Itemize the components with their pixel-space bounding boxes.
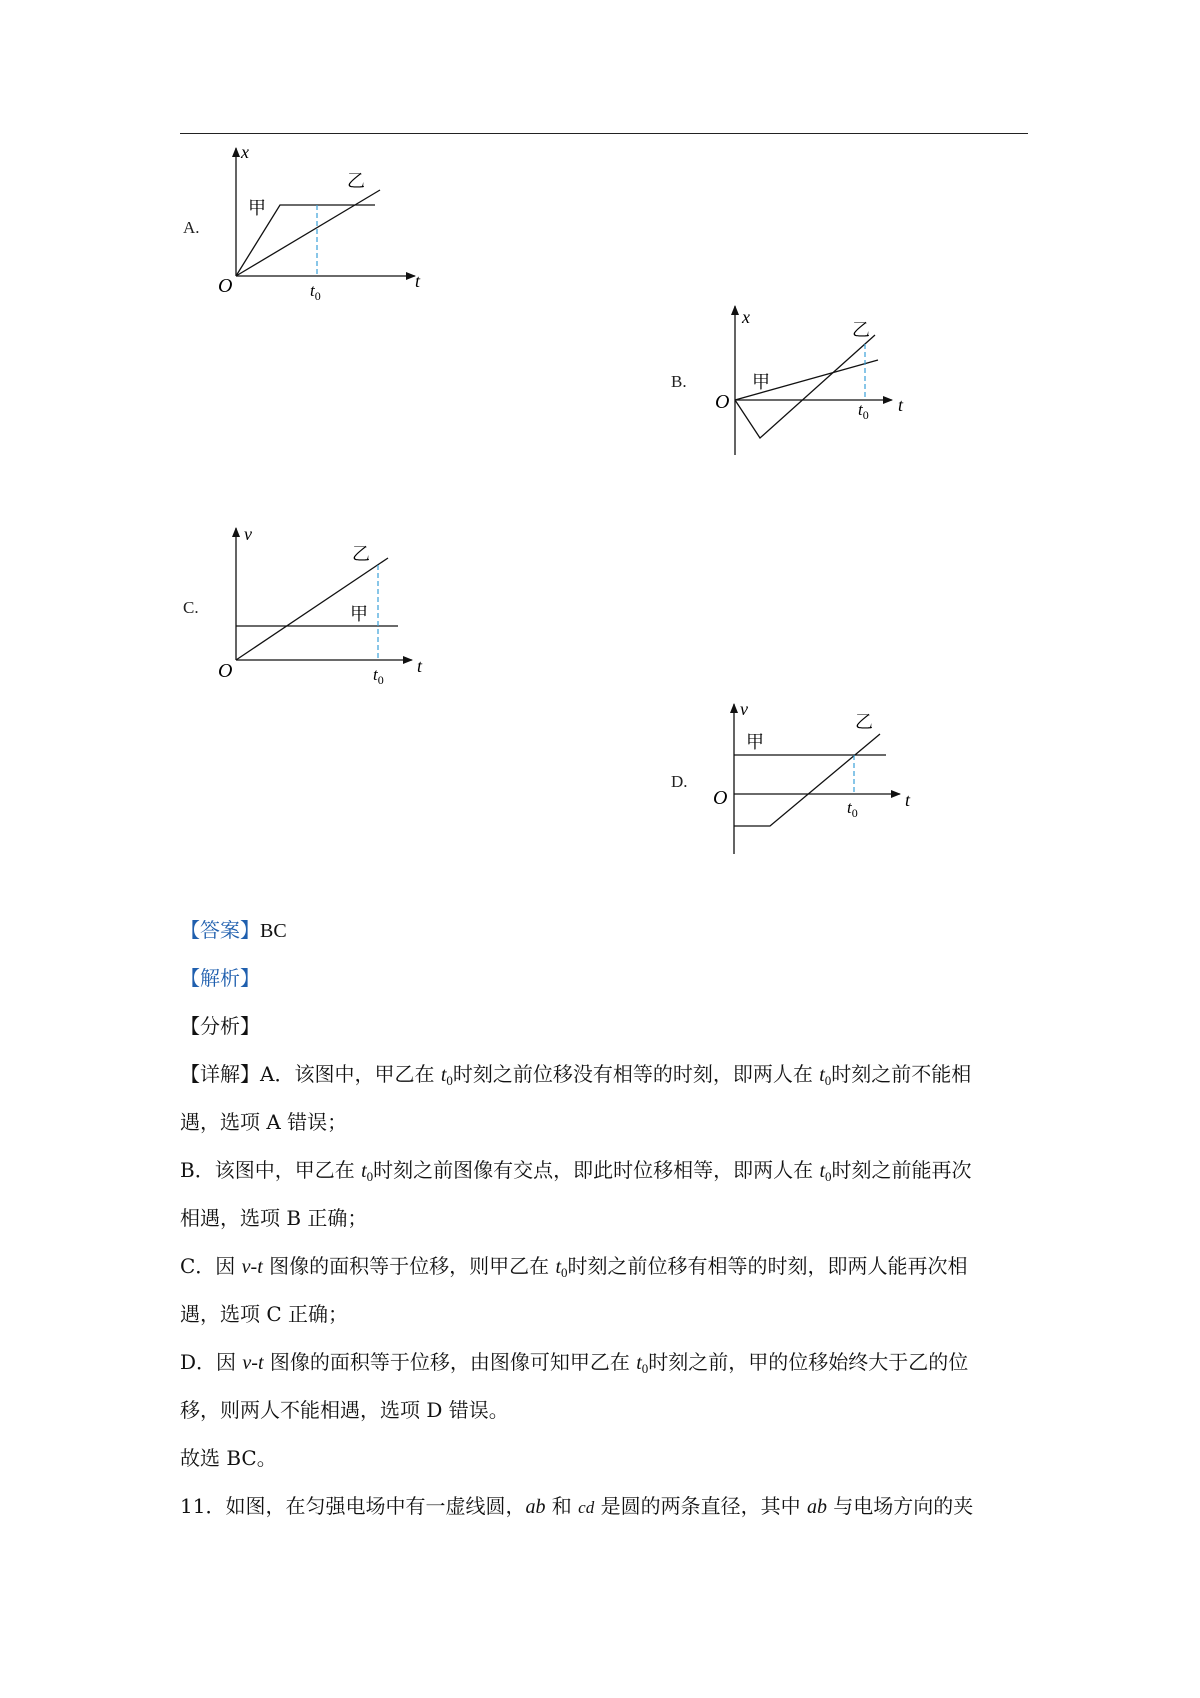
y-axis-label: x [742,307,750,327]
detail-d-line1: D．因 v-t 图像的面积等于位移，由图像可知甲乙在 $t_0$时刻之前，甲的位移始终大于乙的位 [180,1350,969,1376]
detail-b-line1: B．该图中，甲乙在 $t_0$时刻之前图像有交点，即此时位移相等，即两人在 $t_0$时刻之前能再次 [180,1158,972,1184]
option-b-letter: B. [671,372,687,391]
figure-b [712,300,932,460]
t0-label: $t_0$ [310,281,321,303]
option-a-letter: A. [183,218,200,237]
origin-label: O [218,275,233,297]
detail-d-line2: 移，则两人不能相遇，选项 D 错误。 [180,1398,509,1422]
analysis-tag: 【解析】 [180,966,260,990]
y-axis-label: x [241,142,249,162]
t0-label: $t_0$ [847,798,858,820]
x-axis-label: t [415,271,421,291]
yi-label: 乙 [347,171,365,191]
detail-c-line2: 遇，选项 C 正确； [180,1302,349,1326]
answer-line [180,918,287,943]
yi-label: 乙 [855,712,873,732]
jia-label: 甲 [746,732,764,752]
detail-a-line2: 遇，选项 A 错误； [180,1110,348,1134]
origin-label: O [713,787,728,809]
x-axis-label: t [898,395,904,415]
figure-a [212,140,432,303]
option-c-letter: C. [183,598,199,617]
jia-label: 甲 [350,604,368,624]
y-axis-label: v [244,524,252,544]
figure-c [212,520,432,685]
detail-b-line2: 相遇，选项 B 正确； [180,1206,368,1230]
origin-label: O [218,660,233,682]
fenxi-tag: 【分析】 [180,1014,260,1038]
header-rule [180,133,1028,134]
detail-a-line1: 【详解】A．该图中，甲乙在 $t_0$时刻之前位移没有相等的时刻，即两人在 $t_0$时刻之前不能相 [180,1062,972,1088]
x-axis-label: t [905,790,911,810]
y-axis-label: v [740,699,748,719]
origin-label: O [715,391,730,413]
yi-label: 乙 [852,320,870,340]
answer-value: BC [260,920,287,942]
detail-tag: 【详解】 [180,1062,260,1086]
option-d-letter: D. [671,772,688,791]
question-11: 11．如图，在匀强电场中有一虚线圆，ab 和 cd 是圆的两条直径，其中 ab 与电场方向的夹 [180,1494,974,1518]
t0-label: $t_0$ [373,665,384,687]
answer-tag: 【答案】 [180,918,260,942]
x-axis-label: t [417,656,423,676]
figure-d [712,696,932,861]
jia-label: 甲 [752,372,770,392]
detail-c-line1: C．因 v-t 图像的面积等于位移，则甲乙在 $t_0$时刻之前位移有相等的时刻，即两人能再次相 [180,1254,968,1280]
t0-label: $t_0$ [858,400,869,422]
conclusion: 故选 BC。 [180,1446,277,1470]
yi-label: 乙 [352,544,370,564]
jia-label: 甲 [248,198,266,218]
